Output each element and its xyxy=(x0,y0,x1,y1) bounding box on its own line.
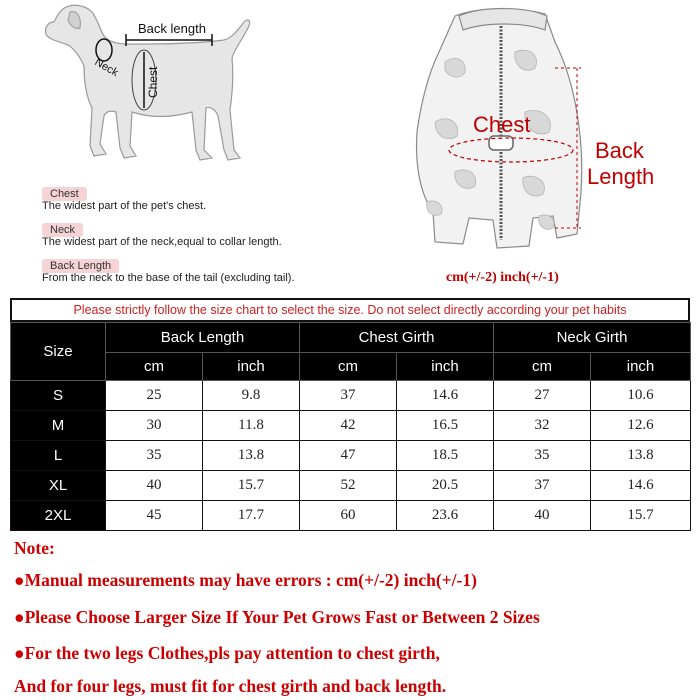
table-cell: 13.8 xyxy=(203,441,300,471)
table-cell: 10.6 xyxy=(591,381,691,411)
garment-illustration xyxy=(405,2,695,264)
table-cell: 9.8 xyxy=(203,381,300,411)
size-chart-table xyxy=(10,322,691,531)
table-cell: 12.6 xyxy=(591,411,691,441)
table-cell: 15.7 xyxy=(203,471,300,501)
table-cell: 47 xyxy=(300,441,397,471)
definition-tag-back-length: Back Length xyxy=(42,259,119,273)
neck-label: Neck xyxy=(92,56,121,80)
table-cell: 13.8 xyxy=(591,441,691,471)
chest-label: Chest xyxy=(146,66,160,98)
table-cell: 40 xyxy=(106,471,203,501)
table-cell: 11.8 xyxy=(203,411,300,441)
unit-header: cm xyxy=(106,353,203,381)
definition-tag-neck: Neck xyxy=(42,223,83,237)
table-cell: 35 xyxy=(494,441,591,471)
size-chart-header-row xyxy=(11,323,691,353)
table-cell: 16.5 xyxy=(397,411,494,441)
table-cell: 18.5 xyxy=(397,441,494,471)
group-header-chest-girth: Chest Girth xyxy=(300,323,494,353)
table-cell: 37 xyxy=(494,471,591,501)
table-cell: 40 xyxy=(494,501,591,531)
note-title: Note: xyxy=(14,538,55,558)
table-cell: 30 xyxy=(106,411,203,441)
table-cell: 42 xyxy=(300,411,397,441)
table-cell: 17.7 xyxy=(203,501,300,531)
size-label: S xyxy=(11,381,106,411)
table-cell: 45 xyxy=(106,501,203,531)
back-length-label: Back length xyxy=(138,21,206,36)
size-chart-notice: Please strictly follow the size chart to select the size. Do not select directly according your pet habits xyxy=(10,298,690,322)
table-cell: 37 xyxy=(300,381,397,411)
definition-text-chest: The widest part of the pet's chest. xyxy=(42,200,207,212)
size-label: 2XL xyxy=(11,501,106,531)
size-label: L xyxy=(11,441,106,471)
note-item: ●For the two legs Clothes,pls pay attention to chest girth, xyxy=(14,643,440,663)
note-item: And for four legs, must fit for chest girth and back length. xyxy=(14,676,447,696)
definition-text-back-length: From the neck to the base of the tail (excluding tail). xyxy=(42,272,295,284)
garment-chest-label: Chest xyxy=(473,112,531,137)
unit-header: inch xyxy=(591,353,691,381)
table-row xyxy=(11,471,691,501)
table-cell: 35 xyxy=(106,441,203,471)
size-chart-unit-row xyxy=(11,353,691,381)
table-cell: 15.7 xyxy=(591,501,691,531)
dog-measurement-illustration xyxy=(40,0,260,180)
unit-header: cm xyxy=(300,353,397,381)
table-cell: 14.6 xyxy=(397,381,494,411)
tolerance-text: cm(+/-2) inch(+/-1) xyxy=(446,270,559,285)
size-label: M xyxy=(11,411,106,441)
garment-back-label-line1: Back xyxy=(595,138,644,163)
table-row xyxy=(11,411,691,441)
table-cell: 27 xyxy=(494,381,591,411)
table-cell: 32 xyxy=(494,411,591,441)
table-cell: 23.6 xyxy=(397,501,494,531)
table-cell: 52 xyxy=(300,471,397,501)
table-row xyxy=(11,381,691,411)
table-cell: 25 xyxy=(106,381,203,411)
definition-text-neck: The widest part of the neck,equal to collar length. xyxy=(42,236,282,248)
unit-header: inch xyxy=(203,353,300,381)
definition-tag-chest: Chest xyxy=(42,187,87,201)
unit-header: inch xyxy=(397,353,494,381)
table-cell: 14.6 xyxy=(591,471,691,501)
table-cell: 60 xyxy=(300,501,397,531)
unit-header: cm xyxy=(494,353,591,381)
table-row xyxy=(11,501,691,531)
note-item: ●Please Choose Larger Size If Your Pet Grows Fast or Between 2 Sizes xyxy=(14,607,540,627)
table-row xyxy=(11,441,691,471)
note-item: ●Manual measurements may have errors : cm(+/-2) inch(+/-1) xyxy=(14,570,477,590)
group-header-neck-girth: Neck Girth xyxy=(494,323,691,353)
group-header-back-length: Back Length xyxy=(106,323,300,353)
table-cell: 20.5 xyxy=(397,471,494,501)
size-label: XL xyxy=(11,471,106,501)
garment-back-label-line2: Length xyxy=(587,164,655,189)
size-header: Size xyxy=(11,323,106,381)
